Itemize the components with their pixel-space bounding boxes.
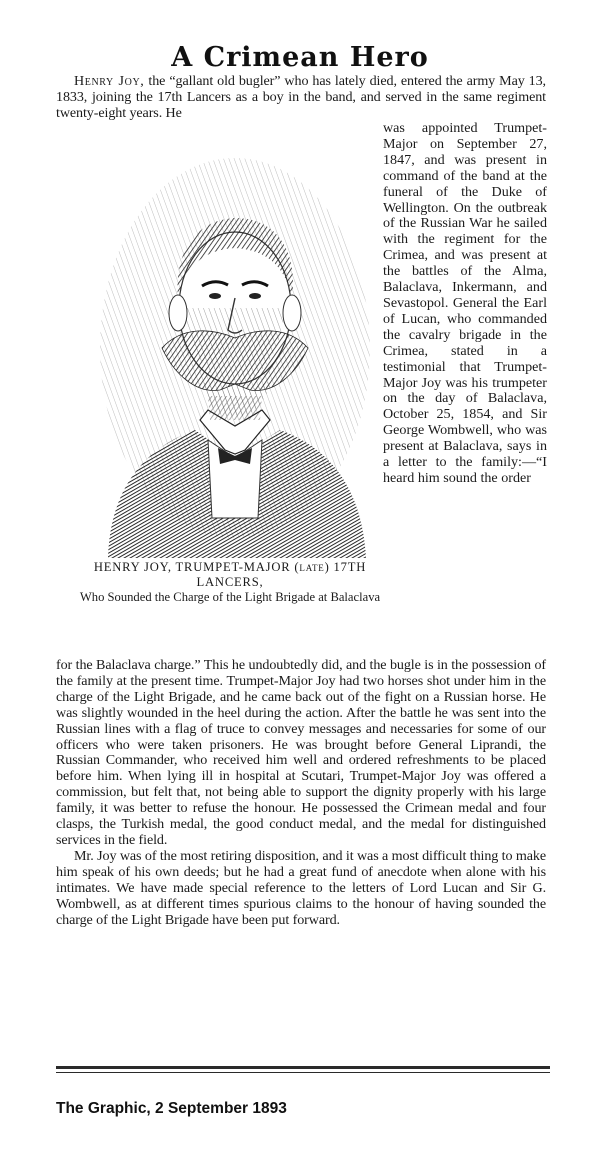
caption-regiment: LANCERS, <box>196 575 264 589</box>
subject-name: Henry Joy, <box>74 73 145 89</box>
portrait-caption <box>60 560 400 605</box>
side-column-text: was appointed Trumpet-Major on September 27, 1847, and was present in command of the band at the funeral of the Duke of Wellington. On the outbreak of the Russian War he sailed with the regiment for the Crimea, and was present at the battles of the Alma, Balaclava, Inkermann, and Sevastopol. General the Earl of Lucan, who commanded the cavalry brigade in the Crimea, stated in a testimonial that Trumpet-Major Joy was his trumpeter on the day of Balaclava, October 25, 1854, and Sir George Wombwell, who was present at Balaclava, says in a letter to the family:—“I heard him sound the order <box>383 120 547 486</box>
intro-text: the “gallant old bugler” who has lately died, entered the army May 13, 1833, joining the 17th Lancers as a boy in the band, and served in the same regiment twenty-eight years. He <box>56 73 546 121</box>
portrait-engraving <box>90 158 380 578</box>
newspaper-clipping <box>46 30 554 1080</box>
closing-rule-thick <box>56 1066 550 1069</box>
closing-paragraph: Mr. Joy was of the most retiring disposition, and it was a most difficult thing to make him speak of his own deeds; but he had a great fund of anecdote when alone with his intimates. We have made special reference to the letters of Lord Lucan and Sir G. Wombwell, as at different times spurious claims to the honour of having sounded the charge of the Light Brigade have been put forward. <box>56 847 546 928</box>
source-citation: The Graphic, 2 September 1893 <box>56 1100 287 1117</box>
body-text <box>56 658 546 928</box>
caption-subtitle: Who Sounded the Charge of the Light Brigade at Balaclava <box>79 590 381 604</box>
continuation-paragraph: for the Balaclava charge.” This he undoubtedly did, and the bugle is in the possession of the family at the present time. Trumpet-Major Joy had two horses shot under him in the charge of the Light Brigade, and he came back out of the fight on a Russian horse. He was slightly wounded in the heel during the action. After the battle he was sent into the Russian lines with a flag of truce to convey messages and necessaries for some of our officers who were taken prisoners. He was brought before General Liprandi, the Russian Commander, who received him well and ordered refreshments to be placed before him. When lying ill in hospital at Scutari, Trumpet-Major Joy was offered a commission, but felt that, not being able to support the dignity properly with his large family, it was better to refuse the honour. He possessed the Crimean medal and four clasps, the Turkish medal, the good conduct medal, and the medal for distinguished services in the field. <box>56 657 546 848</box>
intro-paragraph <box>56 74 546 122</box>
caption-name: HENRY JOY, TRUMPET-MAJOR (late) 17TH <box>93 560 367 574</box>
headline: A Crimean Hero <box>171 42 429 73</box>
closing-rule-thin <box>56 1072 550 1073</box>
